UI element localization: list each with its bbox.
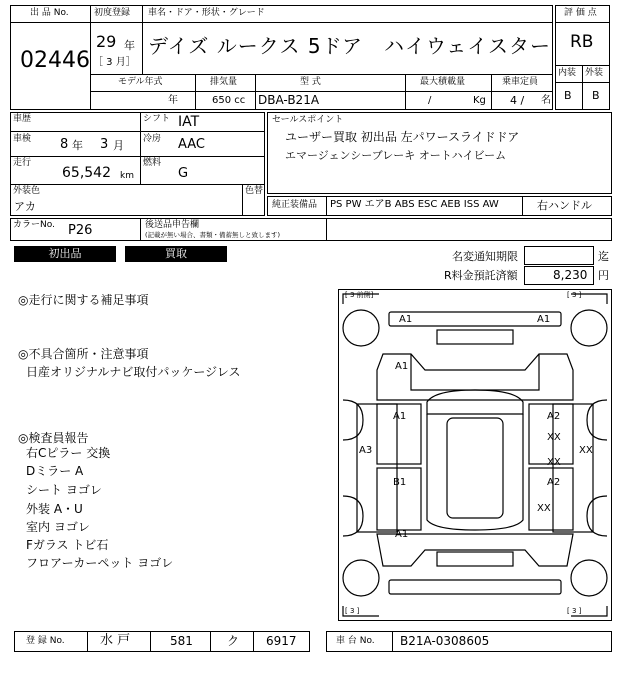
steering-side: 右ハンドル bbox=[537, 199, 592, 212]
plate-kana: ク bbox=[227, 634, 240, 648]
mark-quarter-right: XX bbox=[537, 503, 551, 514]
interior-label: 内装 bbox=[558, 68, 577, 78]
max-load-sep: / bbox=[428, 95, 432, 106]
recycle-unit: 円 bbox=[598, 269, 609, 282]
defects-line: 日産オリジナルナビ取付パッケージレス bbox=[26, 365, 241, 379]
exterior-color: アカ bbox=[14, 200, 36, 213]
fuel-label: 燃料 bbox=[143, 158, 162, 168]
shift-label: シフト bbox=[143, 114, 171, 124]
corner-bl-label: [ 3 ] bbox=[345, 607, 360, 615]
mileage-unit: km bbox=[120, 171, 134, 181]
sales-points-label: セールスポイント bbox=[272, 115, 344, 125]
color-no: P26 bbox=[68, 223, 93, 238]
ac-value: AAC bbox=[178, 137, 205, 152]
report-line-3: シート ヨゴレ bbox=[26, 483, 102, 497]
mark-door-right-rear-xx: XX bbox=[547, 457, 561, 468]
type-label: 型 式 bbox=[300, 77, 321, 87]
mark-door-right-front-xx: XX bbox=[547, 432, 561, 443]
lot-number: 02446 bbox=[20, 48, 90, 73]
mark-door-right-front: A2 bbox=[547, 411, 561, 422]
mark-front-left: A1 bbox=[399, 314, 413, 325]
purchase-badge: 買取 bbox=[125, 246, 227, 262]
exterior-grade: B bbox=[592, 89, 600, 102]
mark-side-right: XX bbox=[579, 445, 593, 456]
capacity-unit: 名 bbox=[541, 95, 551, 106]
mark-fender-left: A1 bbox=[395, 361, 409, 372]
ac-label: 冷房 bbox=[143, 134, 162, 144]
displacement: 650 cc bbox=[212, 95, 246, 106]
year-unit: 年 bbox=[124, 39, 135, 52]
recycle-amount: 8,230 bbox=[553, 268, 588, 282]
report-line-7: フロアーカーペット ヨゴレ bbox=[26, 556, 174, 570]
car-name-label: 車名・ドア・形状・グレード bbox=[148, 8, 265, 18]
capacity: 4 / bbox=[510, 94, 525, 107]
driving-remarks-label: ◎走行に関する補足事項 bbox=[18, 293, 149, 307]
mileage-value: 65,542 bbox=[62, 165, 111, 181]
car-diagram bbox=[338, 289, 612, 621]
model-type: DBA-B21A bbox=[258, 93, 320, 107]
inspection-month-unit: 月 bbox=[113, 139, 124, 152]
deadline-box bbox=[524, 246, 594, 265]
report-line-4: 外装 A・U bbox=[26, 502, 83, 516]
mileage-label: 走行 bbox=[13, 158, 32, 168]
first-reg-month: ［ 3 月］ bbox=[93, 57, 136, 68]
first-listing-badge: 初出品 bbox=[14, 246, 116, 262]
model-year-unit: 年 bbox=[168, 95, 178, 106]
car-outline bbox=[339, 290, 611, 620]
rating-score: RB bbox=[570, 32, 594, 52]
exterior-label: 外装 bbox=[585, 68, 604, 78]
deadline-unit: 迄 bbox=[598, 250, 609, 263]
color-no-frame bbox=[10, 218, 612, 241]
plate-region: 水 戸 bbox=[100, 633, 131, 648]
capacity-label: 乗車定員 bbox=[502, 77, 539, 87]
inspection-year-unit: 年 bbox=[72, 139, 83, 152]
mark-door-left-rear: B1 bbox=[393, 477, 407, 488]
report-line-5: 室内 ヨゴレ bbox=[26, 520, 90, 534]
color-change-label: 色替 bbox=[245, 186, 264, 196]
plate-number: 6917 bbox=[266, 634, 297, 648]
aftermarket-note: (記載が無い場合、書類・備蓄無しと致します) bbox=[145, 231, 281, 239]
lot-label: 出 品 No. bbox=[30, 8, 69, 18]
equipment-label: 純正装備品 bbox=[272, 200, 318, 210]
exterior-color-label: 外装色 bbox=[13, 186, 41, 196]
displacement-label: 排気量 bbox=[210, 77, 238, 87]
mark-side-left: A3 bbox=[359, 445, 373, 456]
details-frame bbox=[10, 112, 265, 216]
interior-grade: B bbox=[564, 89, 572, 102]
report-line-2: Dミラー A bbox=[26, 464, 84, 478]
inspection-year: 8 bbox=[60, 137, 69, 152]
inspection-month: 3 bbox=[100, 137, 109, 152]
corner-br-label: [ 3 ] bbox=[567, 607, 582, 615]
plate-class: 581 bbox=[170, 634, 193, 648]
plate-label: 登 録 No. bbox=[26, 636, 65, 646]
color-no-label: カラーNo. bbox=[13, 220, 55, 230]
sales-point-line1: ユーザー買取 初出品 左パワースライドドア bbox=[285, 130, 520, 144]
fuel-value: G bbox=[178, 166, 189, 181]
defects-label: ◎不具合箇所・注意事項 bbox=[18, 347, 149, 361]
max-load-label: 最大積載量 bbox=[420, 77, 466, 87]
mark-door-right-rear: A2 bbox=[547, 477, 561, 488]
mark-front-right: A1 bbox=[537, 314, 551, 325]
report-line-1: 右Cピラー 交換 bbox=[26, 446, 111, 460]
shift-value: IAT bbox=[178, 114, 200, 130]
corner-tr-label: [ 3 ] bbox=[567, 291, 582, 299]
car-name: デイズ ルークス 5ドア ハイウェイスター bbox=[148, 34, 552, 58]
max-load-unit: Kg bbox=[473, 95, 486, 106]
first-reg-label: 初度登録 bbox=[94, 8, 131, 18]
sales-point-line2: エマージェンシーブレーキ オートハイビーム bbox=[285, 149, 507, 162]
recycle-label: R料金預託済額 bbox=[444, 269, 518, 282]
first-reg-year: 29 bbox=[96, 32, 117, 51]
model-year-label: モデル年式 bbox=[118, 77, 163, 87]
chassis-number: B21A-0308605 bbox=[400, 634, 490, 648]
mark-rear-left: A1 bbox=[395, 529, 409, 540]
aftermarket-label: 後送品申告欄 bbox=[145, 220, 200, 230]
deadline-label: 名変通知期限 bbox=[452, 250, 518, 263]
report-line-6: Fガラス トビ石 bbox=[26, 538, 109, 552]
history-label: 車歴 bbox=[13, 114, 32, 124]
chassis-label: 車 台 No. bbox=[336, 636, 375, 646]
inspector-label: ◎検査員報告 bbox=[18, 431, 89, 445]
rating-label: 評 価 点 bbox=[564, 8, 597, 18]
equipment-items: PS PW エアB ABS ESC AEB ISS AW bbox=[330, 199, 499, 210]
mark-door-left-front: A1 bbox=[393, 411, 407, 422]
corner-tl-label: [ 3 前側] bbox=[345, 291, 374, 299]
inspection-label: 車検 bbox=[13, 134, 32, 144]
